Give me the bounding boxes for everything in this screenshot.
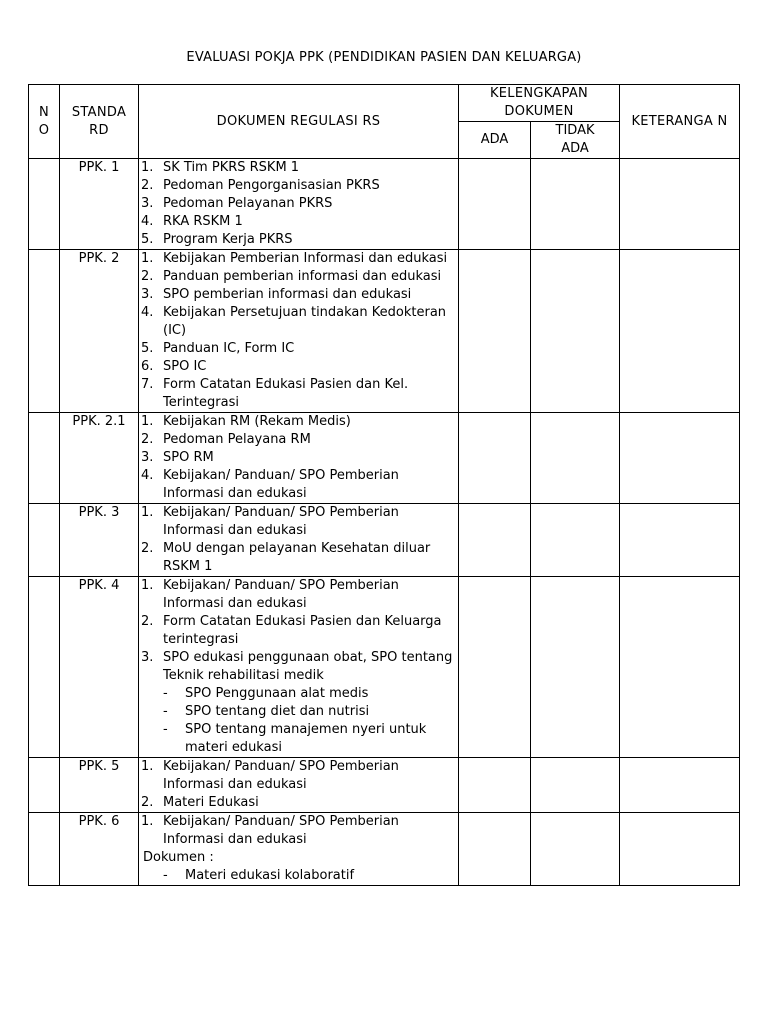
cell-keterangan [620, 504, 740, 577]
cell-ada [459, 159, 531, 250]
list-item-text: Materi Edukasi [163, 795, 259, 810]
cell-dokumen [139, 413, 459, 504]
cell-tidak-ada [531, 413, 620, 504]
list-item [139, 431, 458, 449]
list-item-number: 2. [141, 795, 154, 810]
list-item-number: 1. [141, 251, 154, 266]
list-item [139, 813, 458, 849]
list-item-text: Kebijakan/ Panduan/ SPO Pemberian Informasi dan edukasi [163, 814, 399, 847]
cell-dokumen [139, 813, 459, 886]
list-item [139, 358, 458, 376]
document-list [139, 413, 458, 503]
cell-no [29, 413, 60, 504]
list-item-text: Kebijakan/ Panduan/ SPO Pemberian Informasi dan edukasi [163, 505, 399, 538]
list-item-number: 4. [141, 214, 154, 229]
list-item-text: Kebijakan/ Panduan/ SPO Pemberian Informasi dan edukasi [163, 759, 399, 792]
cell-ada [459, 577, 531, 758]
list-item [139, 649, 458, 685]
cell-tidak-ada [531, 159, 620, 250]
cell-keterangan [620, 159, 740, 250]
list-item-number: 4. [141, 468, 154, 483]
table-row [29, 413, 740, 504]
cell-dokumen [139, 577, 459, 758]
list-item-text: SPO RM [163, 450, 214, 465]
list-item-text: Panduan pemberian informasi dan edukasi [163, 269, 442, 284]
dash-list [139, 685, 458, 757]
cell-ada [459, 758, 531, 813]
cell-keterangan [620, 250, 740, 413]
cell-dokumen [139, 250, 459, 413]
table-row [29, 577, 740, 758]
list-item-number: 1. [141, 578, 154, 593]
list-item [139, 449, 458, 467]
cell-standard: PPK. 4 [60, 577, 139, 758]
header-no: N O [29, 85, 60, 159]
document-list [139, 813, 458, 849]
cell-no [29, 504, 60, 577]
cell-dokumen [139, 758, 459, 813]
dash-marker: - [163, 868, 168, 883]
cell-standard: PPK. 2.1 [60, 413, 139, 504]
header-standard: STANDA RD [60, 85, 139, 159]
dash-marker: - [163, 704, 168, 719]
list-item [139, 340, 458, 358]
cell-tidak-ada [531, 250, 620, 413]
header-tidak-ada: TIDAK ADA [531, 122, 620, 159]
document-list [139, 758, 458, 812]
dash-item [139, 685, 458, 703]
list-item [139, 213, 458, 231]
list-item-text: SPO pemberian informasi dan edukasi [163, 287, 412, 302]
cell-standard: PPK. 5 [60, 758, 139, 813]
list-item-text: Panduan IC, Form IC [163, 341, 295, 356]
cell-tidak-ada [531, 504, 620, 577]
dash-item-text: SPO tentang manajemen nyeri untuk materi edukasi [185, 722, 427, 755]
cell-ada [459, 813, 531, 886]
dash-item-text: Materi edukasi kolaboratif [185, 868, 355, 883]
list-item [139, 250, 458, 268]
evaluation-table [28, 84, 740, 886]
list-item-text: Program Kerja PKRS [163, 232, 293, 247]
list-item-number: 3. [141, 196, 154, 211]
list-item-text: MoU dengan pelayanan Kesehatan diluar RSKM 1 [163, 541, 431, 574]
list-item-text: SPO edukasi penggunaan obat, SPO tentang Teknik rehabilitasi medik [163, 650, 453, 683]
list-item-text: Kebijakan Pemberian Informasi dan edukasi [163, 251, 448, 266]
cell-no [29, 758, 60, 813]
dash-item [139, 703, 458, 721]
list-item [139, 195, 458, 213]
document-list [139, 159, 458, 249]
cell-no [29, 159, 60, 250]
list-item [139, 231, 458, 249]
list-item-number: 2. [141, 178, 154, 193]
list-item-number: 2. [141, 432, 154, 447]
cell-standard: PPK. 2 [60, 250, 139, 413]
list-item [139, 304, 458, 340]
list-item-number: 2. [141, 269, 154, 284]
list-item-text: SPO IC [163, 359, 207, 374]
list-item-number: 1. [141, 414, 154, 429]
cell-ada [459, 250, 531, 413]
document-title: EVALUASI POKJA PPK (PENDIDIKAN PASIEN DAN KELUARGA) [186, 50, 582, 65]
list-item [139, 177, 458, 195]
list-item [139, 613, 458, 649]
list-item-number: 3. [141, 287, 154, 302]
list-item [139, 376, 458, 412]
header-keterangan: KETERANGA N [620, 85, 740, 159]
header-kelengkapan: KELENGKAPAN DOKUMEN [459, 85, 620, 122]
cell-dokumen [139, 504, 459, 577]
cell-no [29, 577, 60, 758]
dash-list [139, 867, 458, 885]
cell-tidak-ada [531, 758, 620, 813]
list-item-number: 3. [141, 650, 154, 665]
cell-standard: PPK. 3 [60, 504, 139, 577]
list-item-text: Form Catatan Edukasi Pasien dan Keluarga terintegrasi [163, 614, 442, 647]
list-item-number: 2. [141, 541, 154, 556]
cell-dokumen [139, 159, 459, 250]
dash-item-text: SPO tentang diet dan nutrisi [185, 704, 370, 719]
list-item-number: 5. [141, 232, 154, 247]
list-item-text: Pedoman Pelayana RM [163, 432, 311, 447]
header-ada: ADA [459, 122, 531, 159]
cell-ada [459, 504, 531, 577]
cell-keterangan [620, 758, 740, 813]
cell-no [29, 250, 60, 413]
document-list [139, 577, 458, 685]
table-row [29, 758, 740, 813]
list-item-number: 1. [141, 759, 154, 774]
document-list [139, 250, 458, 412]
cell-standard: PPK. 6 [60, 813, 139, 886]
list-item-text: Kebijakan Persetujuan tindakan Kedokteran (IC) [163, 305, 447, 338]
table-row [29, 813, 740, 886]
list-item-number: 2. [141, 614, 154, 629]
cell-keterangan [620, 577, 740, 758]
document-note: Dokumen : [143, 850, 214, 865]
list-item-text: RKA RSKM 1 [163, 214, 243, 229]
cell-ada [459, 413, 531, 504]
dash-item [139, 721, 458, 757]
dash-marker: - [163, 686, 168, 701]
list-item-text: SK Tim PKRS RSKM 1 [163, 160, 300, 175]
cell-keterangan [620, 813, 740, 886]
list-item-text: Kebijakan/ Panduan/ SPO Pemberian Informasi dan edukasi [163, 578, 399, 611]
table-row [29, 250, 740, 413]
cell-tidak-ada [531, 577, 620, 758]
list-item [139, 413, 458, 431]
list-item-number: 5. [141, 341, 154, 356]
list-item-text: Pedoman Pengorganisasian PKRS [163, 178, 380, 193]
list-item-text: Kebijakan RM (Rekam Medis) [163, 414, 351, 429]
dash-item [139, 867, 458, 885]
dash-item-text: SPO Penggunaan alat medis [185, 686, 369, 701]
list-item [139, 268, 458, 286]
table-row [29, 504, 740, 577]
list-item-number: 6. [141, 359, 154, 374]
list-item-number: 3. [141, 450, 154, 465]
document-list [139, 504, 458, 576]
list-item-number: 7. [141, 377, 154, 392]
list-item-text: Pedoman Pelayanan PKRS [163, 196, 333, 211]
list-item [139, 504, 458, 540]
list-item-text: Form Catatan Edukasi Pasien dan Kel. Terintegrasi [163, 377, 409, 410]
list-item-number: 1. [141, 160, 154, 175]
list-item [139, 540, 458, 576]
list-item-number: 1. [141, 505, 154, 520]
list-item [139, 758, 458, 794]
list-item [139, 794, 458, 812]
list-item [139, 577, 458, 613]
list-item [139, 159, 458, 177]
dash-marker: - [163, 722, 168, 737]
list-item-text: Kebijakan/ Panduan/ SPO Pemberian Informasi dan edukasi [163, 468, 399, 501]
header-dokumen: DOKUMEN REGULASI RS [139, 85, 459, 159]
table-row [29, 159, 740, 250]
cell-keterangan [620, 413, 740, 504]
cell-no [29, 813, 60, 886]
list-item [139, 467, 458, 503]
list-item [139, 286, 458, 304]
list-item-number: 1. [141, 814, 154, 829]
cell-tidak-ada [531, 813, 620, 886]
cell-standard: PPK. 1 [60, 159, 139, 250]
list-item-number: 4. [141, 305, 154, 320]
